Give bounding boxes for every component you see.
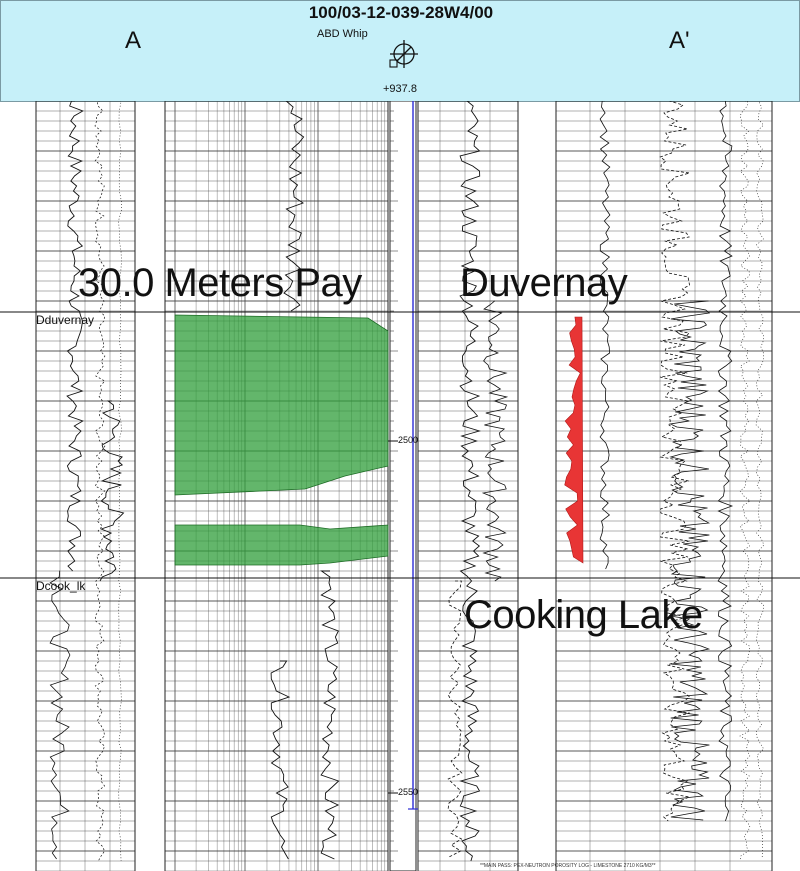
kb-elevation: +937.8 [383,83,417,95]
formation-top-dcook-lk: Dcook_lk [36,579,86,593]
duvernay-label: Duvernay [460,261,628,305]
formation-top-dduvernay: Dduvernay [36,313,95,327]
well-id: 100/03-12-039-28W4/00 [308,3,494,22]
log-footer-note: **MAIN PASS: PEX-NEUTRON POROSITY LOG - LIMESTONE 2710 KG/M3** [480,863,656,869]
cooking-lake-label: Cooking Lake [464,593,703,637]
section-start-label: A [125,27,142,54]
log-cross-section [0,101,800,871]
section-end-label: A' [669,27,690,54]
depth-marker-2550: 2550 [398,787,419,797]
depth-track [388,101,418,871]
pay-thickness-label: 30.0 Meters Pay [78,261,362,305]
well-status: ABD Whip [317,28,368,40]
log-tracks [0,101,800,871]
depth-marker-2500: 2500 [398,435,419,445]
well-header [0,0,800,102]
abandoned-well-symbol-icon [381,35,427,75]
pay-fills [175,315,583,565]
